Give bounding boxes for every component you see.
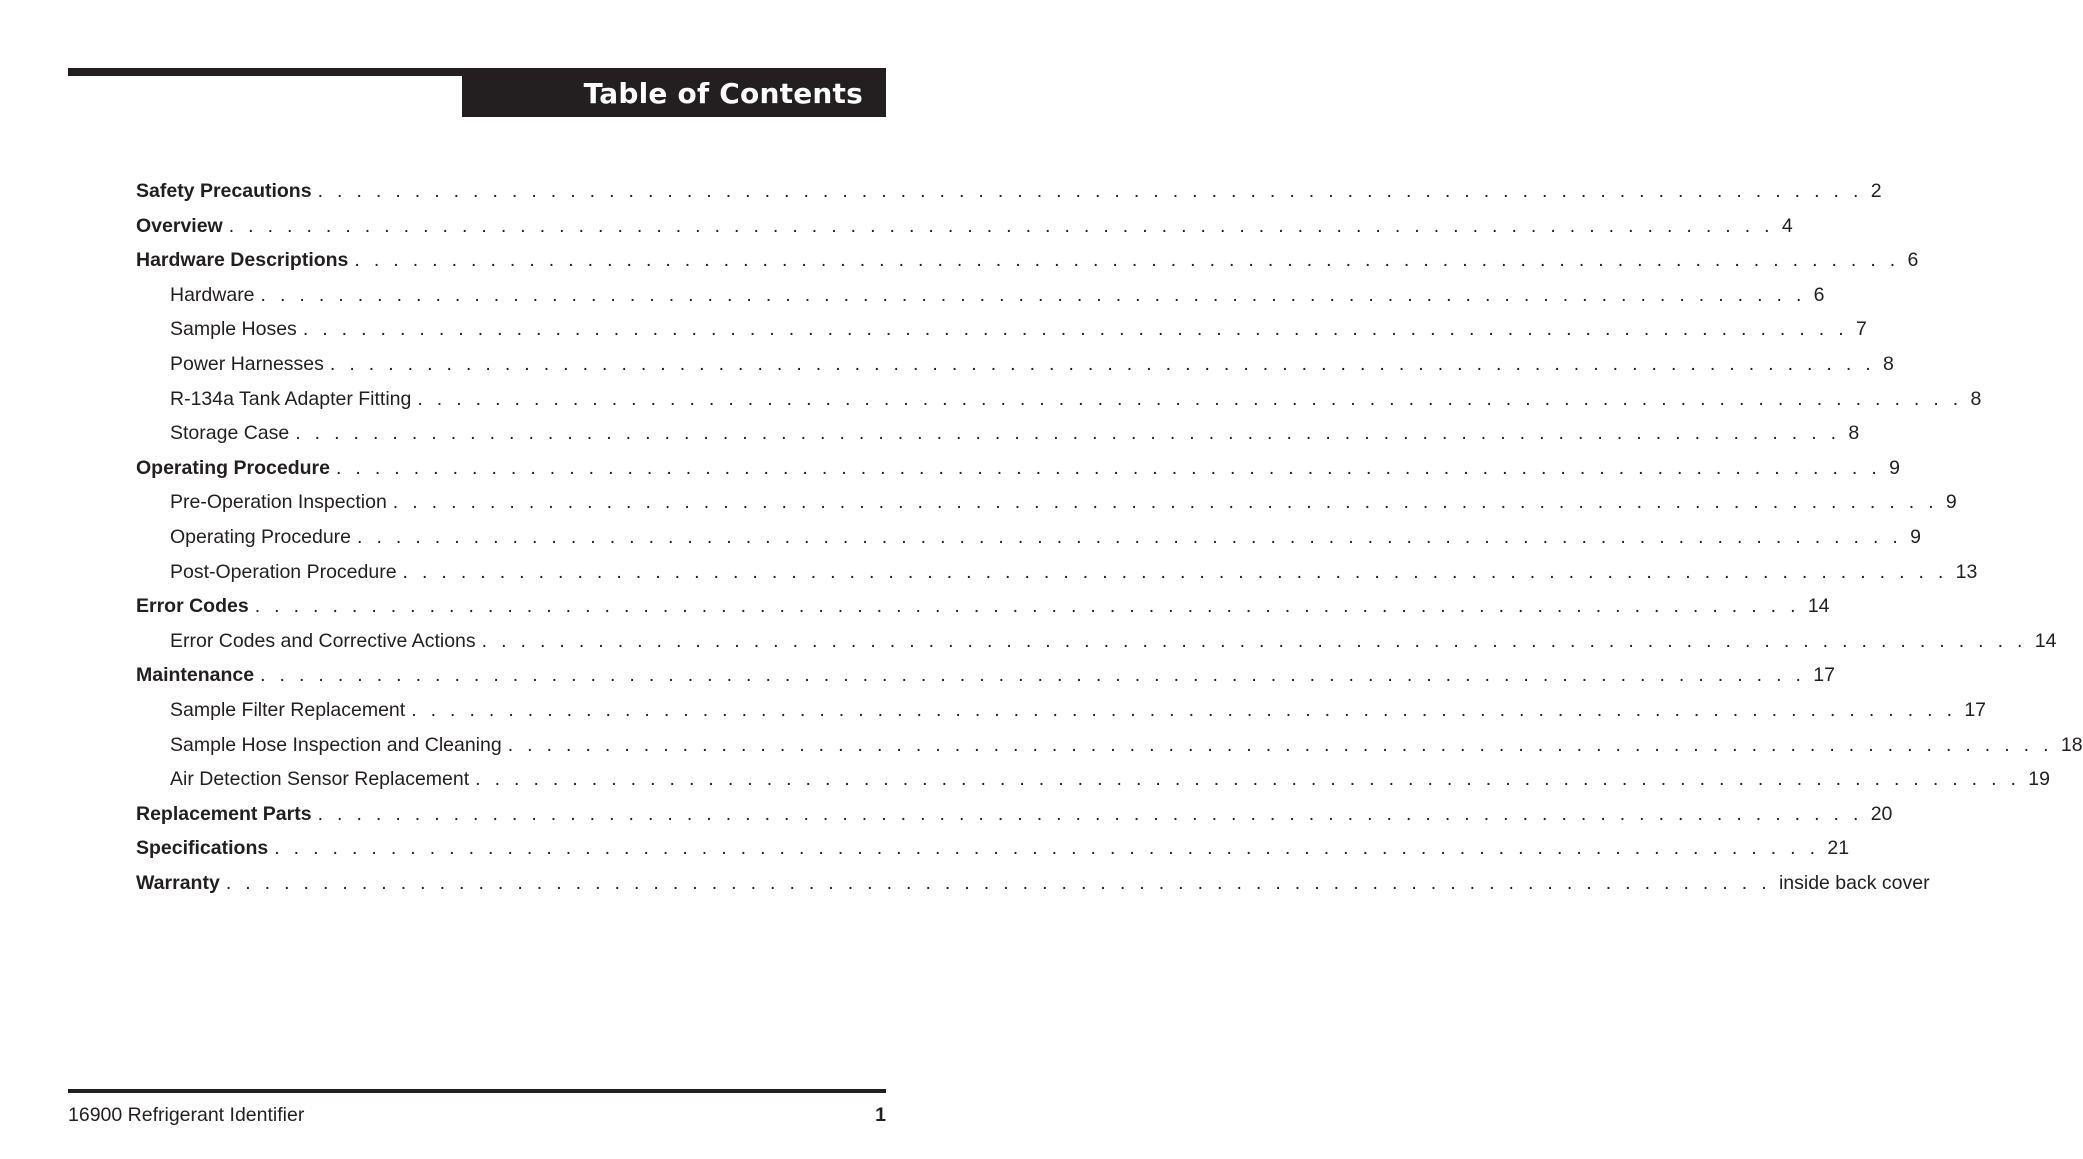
toc-entry-title: Overview	[136, 214, 223, 237]
toc-entry-title: Sample Hose Inspection and Cleaning	[170, 733, 502, 756]
toc-entry[interactable]	[136, 629, 2057, 665]
toc-entry[interactable]	[136, 283, 1825, 319]
footer-rule	[68, 1089, 886, 1093]
toc-entry[interactable]	[136, 422, 1860, 457]
toc-entry-page: 2	[1870, 180, 1882, 202]
toc-entry-page: 14	[1807, 595, 1830, 618]
toc-entry[interactable]	[136, 698, 1987, 734]
toc-entry-title: Warranty	[136, 871, 220, 894]
toc-entry[interactable]	[136, 387, 1982, 423]
toc-entry[interactable]	[136, 352, 1894, 388]
toc-entry-title: Power Harnesses	[170, 352, 324, 375]
toc-entry-page: 13	[1955, 560, 1978, 583]
toc-dot-leader: . . . . . . . . . . . . . . . . . . . . . . . . . . . . . . . . . . . . . . . . . . . . . . . . . . . . . . . . . . . . . . . . . . . . . . . . . . . . . . . .	[481, 629, 2027, 652]
toc-dot-leader: . . . . . . . . . . . . . . . . . . . . . . . . . . . . . . . . . . . . . . . . . . . . . . . . . . . . . . . . . . . . . . . . . . . . . . . . . . . . . . . .	[274, 837, 1820, 860]
toc-entry-title: Specifications	[136, 837, 269, 860]
toc-entry-page: 6	[1813, 283, 1825, 306]
toc-entry-page: 17	[1813, 664, 1835, 687]
toc-entry-page: 21	[1827, 837, 1850, 860]
toc-entry-page: 6	[1907, 249, 1919, 272]
toc-dot-leader: . . . . . . . . . . . . . . . . . . . . . . . . . . . . . . . . . . . . . . . . . . . . . . . . . . . . . . . . . . . . . . . . . . . . . . . . . . . . . . . .	[475, 768, 2021, 791]
toc-entry-page: 18	[2060, 733, 2083, 756]
toc-entry-title: Operating Procedure	[170, 525, 352, 548]
toc-dot-leader: . . . . . . . . . . . . . . . . . . . . . . . . . . . . . . . . . . . . . . . . . . . . . . . . . . . . . . . . . . . . . . . . . . . . . . . . . . . . . . . .	[295, 422, 1841, 445]
toc-entry-page: 19	[2028, 768, 2050, 791]
toc-entry-title: Replacement Parts	[136, 802, 312, 825]
toc-entry-page: 17	[1964, 698, 1987, 721]
toc-entry-page: 9	[1889, 456, 1900, 479]
toc-entry-page: 8	[1883, 352, 1894, 375]
toc-entry[interactable]	[136, 249, 1919, 284]
toc-dot-leader: . . . . . . . . . . . . . . . . . . . . . . . . . . . . . . . . . . . . . . . . . . . . . . . . . . . . . . . . . . . . . . . . . . . . . . . . . . . . . . . .	[402, 560, 1948, 583]
toc-dot-leader: . . . . . . . . . . . . . . . . . . . . . . . . . . . . . . . . . . . . . . . . . . . . . . . . . . . . . . . . . . . . . . . . . . . . . . . . . . . . . . . .	[317, 802, 1863, 825]
toc-entry-title: Operating Procedure	[136, 456, 330, 479]
toc-entry-page: inside back cover	[1778, 871, 1930, 894]
toc-entry-title: Sample Hoses	[170, 318, 297, 341]
toc-entry[interactable]	[136, 595, 1830, 630]
toc-dot-leader: . . . . . . . . . . . . . . . . . . . . . . . . . . . . . . . . . . . . . . . . . . . . . . . . . . . . . . . . . . . . . . . . . . . . . . . . . . . . . . . .	[411, 698, 1957, 721]
toc-entry[interactable]	[136, 733, 2083, 769]
toc-entry-page: 9	[1910, 525, 1922, 548]
toc-dot-leader: . . . . . . . . . . . . . . . . . . . . . . . . . . . . . . . . . . . . . . . . . . . . . . . . . . . . . . . . . . . . . . . . . . . . . . . . . . . . . . . .	[329, 352, 1876, 375]
table-of-contents	[136, 180, 2083, 906]
toc-dot-leader: . . . . . . . . . . . . . . . . . . . . . . . . . . . . . . . . . . . . . . . . . . . . . . . . . . . . . . . . . . . . . . . . . . . . . . . . . . . . . . . .	[302, 318, 1848, 341]
toc-entry-title: Hardware Descriptions	[136, 249, 349, 272]
toc-dot-leader: . . . . . . . . . . . . . . . . . . . . . . . . . . . . . . . . . . . . . . . . . . . . . . . . . . . . . . . . . . . . . . . . . . . . . . . . . . . . . . . .	[357, 525, 1903, 548]
toc-entry[interactable]	[136, 180, 1882, 215]
toc-entry-title: Maintenance	[136, 664, 255, 687]
toc-entry[interactable]	[136, 525, 1922, 561]
toc-entry-title: Safety Precautions	[136, 180, 312, 202]
toc-entry-title: Hardware	[170, 283, 255, 306]
toc-entry[interactable]	[136, 837, 1850, 872]
toc-entry[interactable]	[136, 802, 1893, 838]
toc-entry-title: Pre-Operation Inspection	[170, 491, 387, 514]
toc-entry-title: R-134a Tank Adapter Fitting	[170, 387, 412, 410]
toc-entry[interactable]	[136, 491, 1957, 526]
toc-dot-leader: . . . . . . . . . . . . . . . . . . . . . . . . . . . . . . . . . . . . . . . . . . . . . . . . . . . . . . . . . . . . . . . . . . . . . . . . . . . . . . . .	[317, 180, 1863, 202]
toc-dot-leader: . . . . . . . . . . . . . . . . . . . . . . . . . . . . . . . . . . . . . . . . . . . . . . . . . . . . . . . . . . . . . . . . . . . . . . . . . . . . . . . .	[392, 491, 1938, 514]
toc-entry-page: 7	[1855, 318, 1867, 341]
toc-entry-title: Sample Filter Replacement	[170, 698, 406, 721]
toc-dot-leader: . . . . . . . . . . . . . . . . . . . . . . . . . . . . . . . . . . . . . . . . . . . . . . . . . . . . . . . . . . . . . . . . . . . . . . . . . . . . . . . .	[254, 595, 1800, 618]
toc-entry-title: Post-Operation Procedure	[170, 560, 397, 583]
toc-entry-title: Error Codes and Corrective Actions	[170, 629, 476, 652]
toc-dot-leader: . . . . . . . . . . . . . . . . . . . . . . . . . . . . . . . . . . . . . . . . . . . . . . . . . . . . . . . . . . . . . . . . . . . . . . . . . . . . . . . .	[335, 456, 1882, 479]
toc-entry-page: 9	[1945, 491, 1957, 514]
footer-product-name: 16900 Refrigerant Identifier	[68, 1104, 305, 1126]
toc-entry[interactable]	[136, 768, 2050, 803]
toc-dot-leader: . . . . . . . . . . . . . . . . . . . . . . . . . . . . . . . . . . . . . . . . . . . . . . . . . . . . . . . . . . . . . . . . . . . . . . . . . . . . . . . .	[260, 664, 1806, 687]
toc-entry-title: Storage Case	[170, 422, 290, 445]
toc-entry-page: 14	[2034, 629, 2057, 652]
toc-entry-page: 4	[1781, 214, 1793, 237]
toc-entry[interactable]	[136, 318, 1867, 353]
toc-entry[interactable]	[136, 664, 1835, 699]
toc-entry-page: 8	[1848, 422, 1860, 445]
toc-dot-leader: . . . . . . . . . . . . . . . . . . . . . . . . . . . . . . . . . . . . . . . . . . . . . . . . . . . . . . . . . . . . . . . . . . . . . . . . . . . . . . . .	[354, 249, 1900, 272]
toc-dot-leader: . . . . . . . . . . . . . . . . . . . . . . . . . . . . . . . . . . . . . . . . . . . . . . . . . . . . . . . . . . . . . . . . . . . . . . . . . . . . . . . .	[260, 283, 1806, 306]
toc-dot-leader: . . . . . . . . . . . . . . . . . . . . . . . . . . . . . . . . . . . . . . . . . . . . . . . . . . . . . . . . . . . . . . . . . . . . . . . . . . . . . . . .	[507, 733, 2053, 756]
toc-entry[interactable]	[136, 456, 1900, 492]
toc-entry-title: Error Codes	[136, 595, 249, 618]
page-title: Table of Contents	[583, 77, 863, 110]
toc-entry[interactable]	[136, 560, 1978, 596]
toc-dot-leader: . . . . . . . . . . . . . . . . . . . . . . . . . . . . . . . . . . . . . . . . . . . . . . . . . . . . . . . . . . . . . . . . . . . . . . . . . . . . . . . .	[228, 214, 1774, 237]
footer-page-number: 1	[875, 1104, 886, 1126]
toc-entry[interactable]	[136, 871, 1930, 907]
toc-entry-title: Air Detection Sensor Replacement	[170, 768, 470, 791]
toc-entry-page: 20	[1870, 802, 1893, 825]
toc-dot-leader: . . . . . . . . . . . . . . . . . . . . . . . . . . . . . . . . . . . . . . . . . . . . . . . . . . . . . . . . . . . . . . . . . . . . . . . . . . . . . . . .	[417, 387, 1963, 410]
toc-entry-page: 8	[1970, 387, 1982, 410]
toc-dot-leader: . . . . . . . . . . . . . . . . . . . . . . . . . . . . . . . . . . . . . . . . . . . . . . . . . . . . . . . . . . . . . . . . . . . . . . . . . . . . . . . .	[225, 871, 1771, 894]
title-banner	[462, 68, 886, 117]
toc-entry[interactable]	[136, 214, 1793, 250]
